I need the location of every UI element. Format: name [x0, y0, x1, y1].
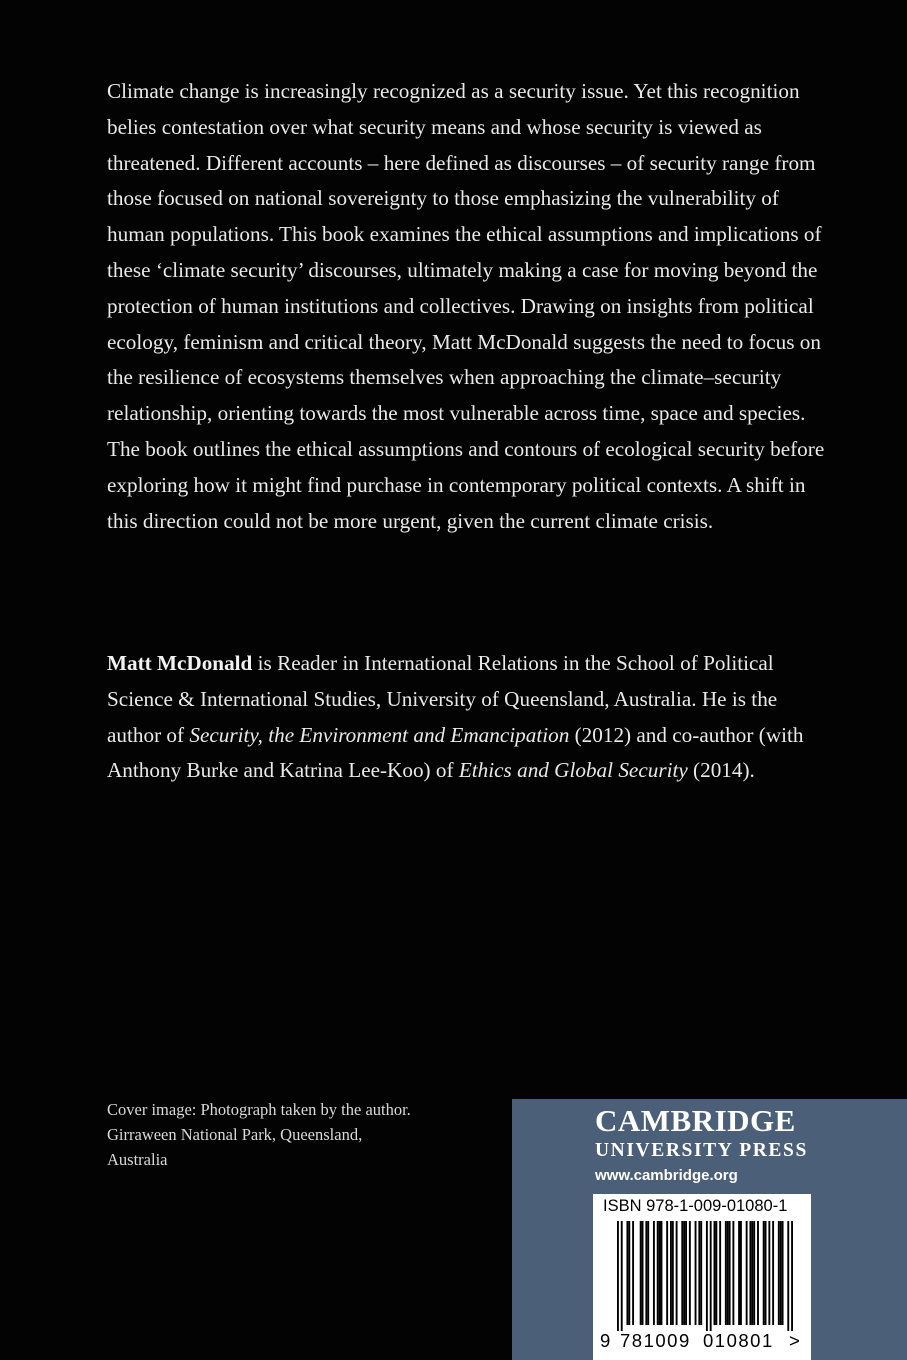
barcode-bar — [763, 1221, 765, 1325]
barcode-bar — [749, 1221, 751, 1325]
author-bio — [107, 646, 827, 789]
barcode-bar — [757, 1221, 759, 1325]
barcode-bar — [672, 1221, 674, 1325]
barcode-bar — [683, 1221, 685, 1325]
previous-book-title-1: Security, the Environment and Emancipation — [189, 722, 570, 747]
barcode-bar — [657, 1221, 659, 1325]
barcode-bar — [670, 1221, 672, 1325]
barcode-bar — [695, 1221, 697, 1325]
author-bio-text-2: (2012) and co-author (with Anthony Burke and Katrina Lee-Koo) of — [107, 722, 804, 783]
barcode-bars — [617, 1221, 793, 1331]
barcode-quiet-mark: > — [789, 1330, 800, 1351]
barcode-bar — [626, 1221, 628, 1325]
author-bio-text-1: is Reader in International Relations in the School of Political Science & International Studies, University of Queensland, Australia. He is the author of — [107, 651, 778, 747]
barcode-bar — [780, 1221, 782, 1325]
book-description: Climate change is increasingly recognized as a security issue. Yet this recognition belies contestation over what security means and whose security is viewed as threatened. Different accounts – here defined as discourses – of security range from those focused on national sovereignty to those emphasizing the vulnerability of human populations. This book examines the ethical assumptions and implications of these ‘climate security’ discourses, ultimately making a case for moving beyond the protection of human institutions and collectives. Drawing on insights from political ecology, feminism and critical theory, Matt McDonald suggests the need to focus on the resilience of ecosystems themselves when approaching the climate–security relationship, orienting towards the most vulnerable across time, space and species. The book outlines the ethical assumptions and contours of ecological security before exploring how it might find purchase in contemporary political contexts. A shift in this direction could not be more urgent, given the current climate crisis. — [107, 79, 825, 533]
barcode-bar — [653, 1221, 655, 1325]
barcode-left-group: 781009 — [620, 1330, 691, 1351]
barcode-bar — [751, 1221, 753, 1325]
barcode-bar — [640, 1221, 642, 1325]
barcode-bar — [738, 1221, 740, 1325]
barcode-right-group: 010801 — [703, 1330, 774, 1351]
credit-line-2: Girraween National Park, Queensland, — [107, 1125, 363, 1144]
barcode-bar — [732, 1221, 734, 1325]
barcode-bar — [645, 1221, 647, 1325]
publisher-name: CAMBRIDGE — [595, 1103, 796, 1138]
barcode-bar — [621, 1221, 623, 1331]
barcode-bar — [642, 1221, 644, 1325]
barcode-first-digit: 9 — [600, 1330, 611, 1351]
author-bio-text-3: (2014). — [687, 758, 755, 783]
barcode-bar — [685, 1221, 687, 1325]
barcode-bar — [768, 1221, 770, 1325]
barcode-bar — [659, 1221, 661, 1325]
isbn-label: ISBN 978-1-009-01080-1 — [603, 1197, 788, 1215]
cover-image-credit — [107, 1097, 497, 1172]
barcode-bar — [617, 1221, 619, 1331]
barcode-bar — [698, 1221, 700, 1325]
barcode-bar — [778, 1221, 780, 1325]
barcode-bar — [647, 1221, 649, 1325]
barcode-bar — [772, 1221, 774, 1325]
barcode-bar — [787, 1221, 789, 1331]
barcode-bar — [753, 1221, 755, 1325]
barcode-bar — [710, 1221, 712, 1331]
barcode-bar — [689, 1221, 691, 1325]
credit-line-1: Cover image: Photograph taken by the author. — [107, 1100, 411, 1119]
credit-line-3: Australia — [107, 1150, 168, 1169]
barcode-bar — [628, 1221, 630, 1325]
barcode-bar — [765, 1221, 767, 1325]
barcode-bar — [746, 1221, 748, 1325]
barcode-bar — [740, 1221, 742, 1325]
publisher-panel — [512, 1099, 907, 1360]
barcode-bar — [729, 1221, 731, 1325]
author-name: Matt McDonald — [107, 651, 253, 675]
barcode-bar — [725, 1221, 727, 1325]
barcode-bar — [715, 1221, 717, 1325]
barcode-bar — [791, 1221, 793, 1331]
barcode-bar — [661, 1221, 663, 1325]
barcode-bar — [706, 1221, 708, 1331]
barcode-bar — [719, 1221, 721, 1325]
barcode-bar — [681, 1221, 683, 1325]
barcode-bar — [666, 1221, 668, 1325]
barcode-bar — [676, 1221, 678, 1325]
barcode-bar — [632, 1221, 634, 1325]
barcode-bar — [782, 1221, 784, 1325]
publisher-url: www.cambridge.org — [595, 1167, 738, 1184]
barcode-bar — [700, 1221, 702, 1325]
barcode-bar — [727, 1221, 729, 1325]
publisher-subtitle: UNIVERSITY PRESS — [595, 1140, 808, 1161]
barcode-bar — [714, 1221, 716, 1325]
previous-book-title-2: Ethics and Global Security — [458, 758, 688, 783]
isbn-barcode-box — [593, 1194, 811, 1360]
